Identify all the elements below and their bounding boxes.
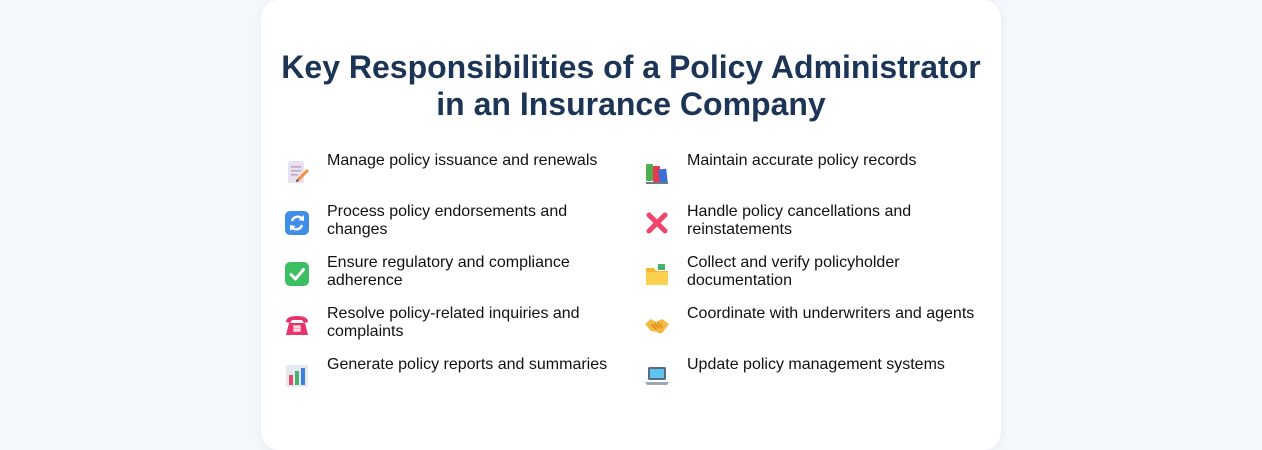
telephone-icon <box>283 311 311 339</box>
list-item <box>283 152 643 203</box>
responsibilities-card <box>261 0 1001 450</box>
list-item <box>643 203 983 254</box>
books-icon <box>643 158 671 186</box>
list-item <box>643 254 983 305</box>
file-folder-icon <box>643 260 671 288</box>
refresh-arrows-icon <box>283 209 311 237</box>
responsibilities-list <box>283 152 983 407</box>
list-item-label: Coordinate with underwriters and agents <box>687 305 975 322</box>
list-item <box>283 356 643 407</box>
list-item-label: Handle policy cancellations and reinstatements <box>687 203 912 238</box>
list-item <box>283 305 643 356</box>
handshake-icon <box>643 311 671 339</box>
list-item <box>643 356 983 407</box>
cross-mark-icon <box>643 209 671 237</box>
list-item <box>283 203 643 254</box>
bar-chart-icon <box>283 362 311 390</box>
memo-icon <box>283 158 311 186</box>
list-item-label: Maintain accurate policy records <box>687 152 917 169</box>
list-item-label: Ensure regulatory and compliance adherence <box>327 254 570 289</box>
title-line-2: in an Insurance Company <box>436 86 826 122</box>
list-item-label: Update policy management systems <box>687 356 945 373</box>
list-item <box>643 305 983 356</box>
list-item-label: Generate policy reports and summaries <box>327 356 608 373</box>
list-item-label: Manage policy issuance and renewals <box>327 152 598 169</box>
check-mark-icon <box>283 260 311 288</box>
list-item-label: Collect and verify policyholder documentation <box>687 254 900 289</box>
title-line-1: Key Responsibilities of a Policy Administrator <box>281 49 981 85</box>
list-item <box>283 254 643 305</box>
page-title <box>261 49 1001 123</box>
list-item <box>643 152 983 203</box>
list-item-label: Process policy endorsements and changes <box>327 203 568 238</box>
laptop-icon <box>643 362 671 390</box>
list-item-label: Resolve policy-related inquiries and complaints <box>327 305 580 340</box>
